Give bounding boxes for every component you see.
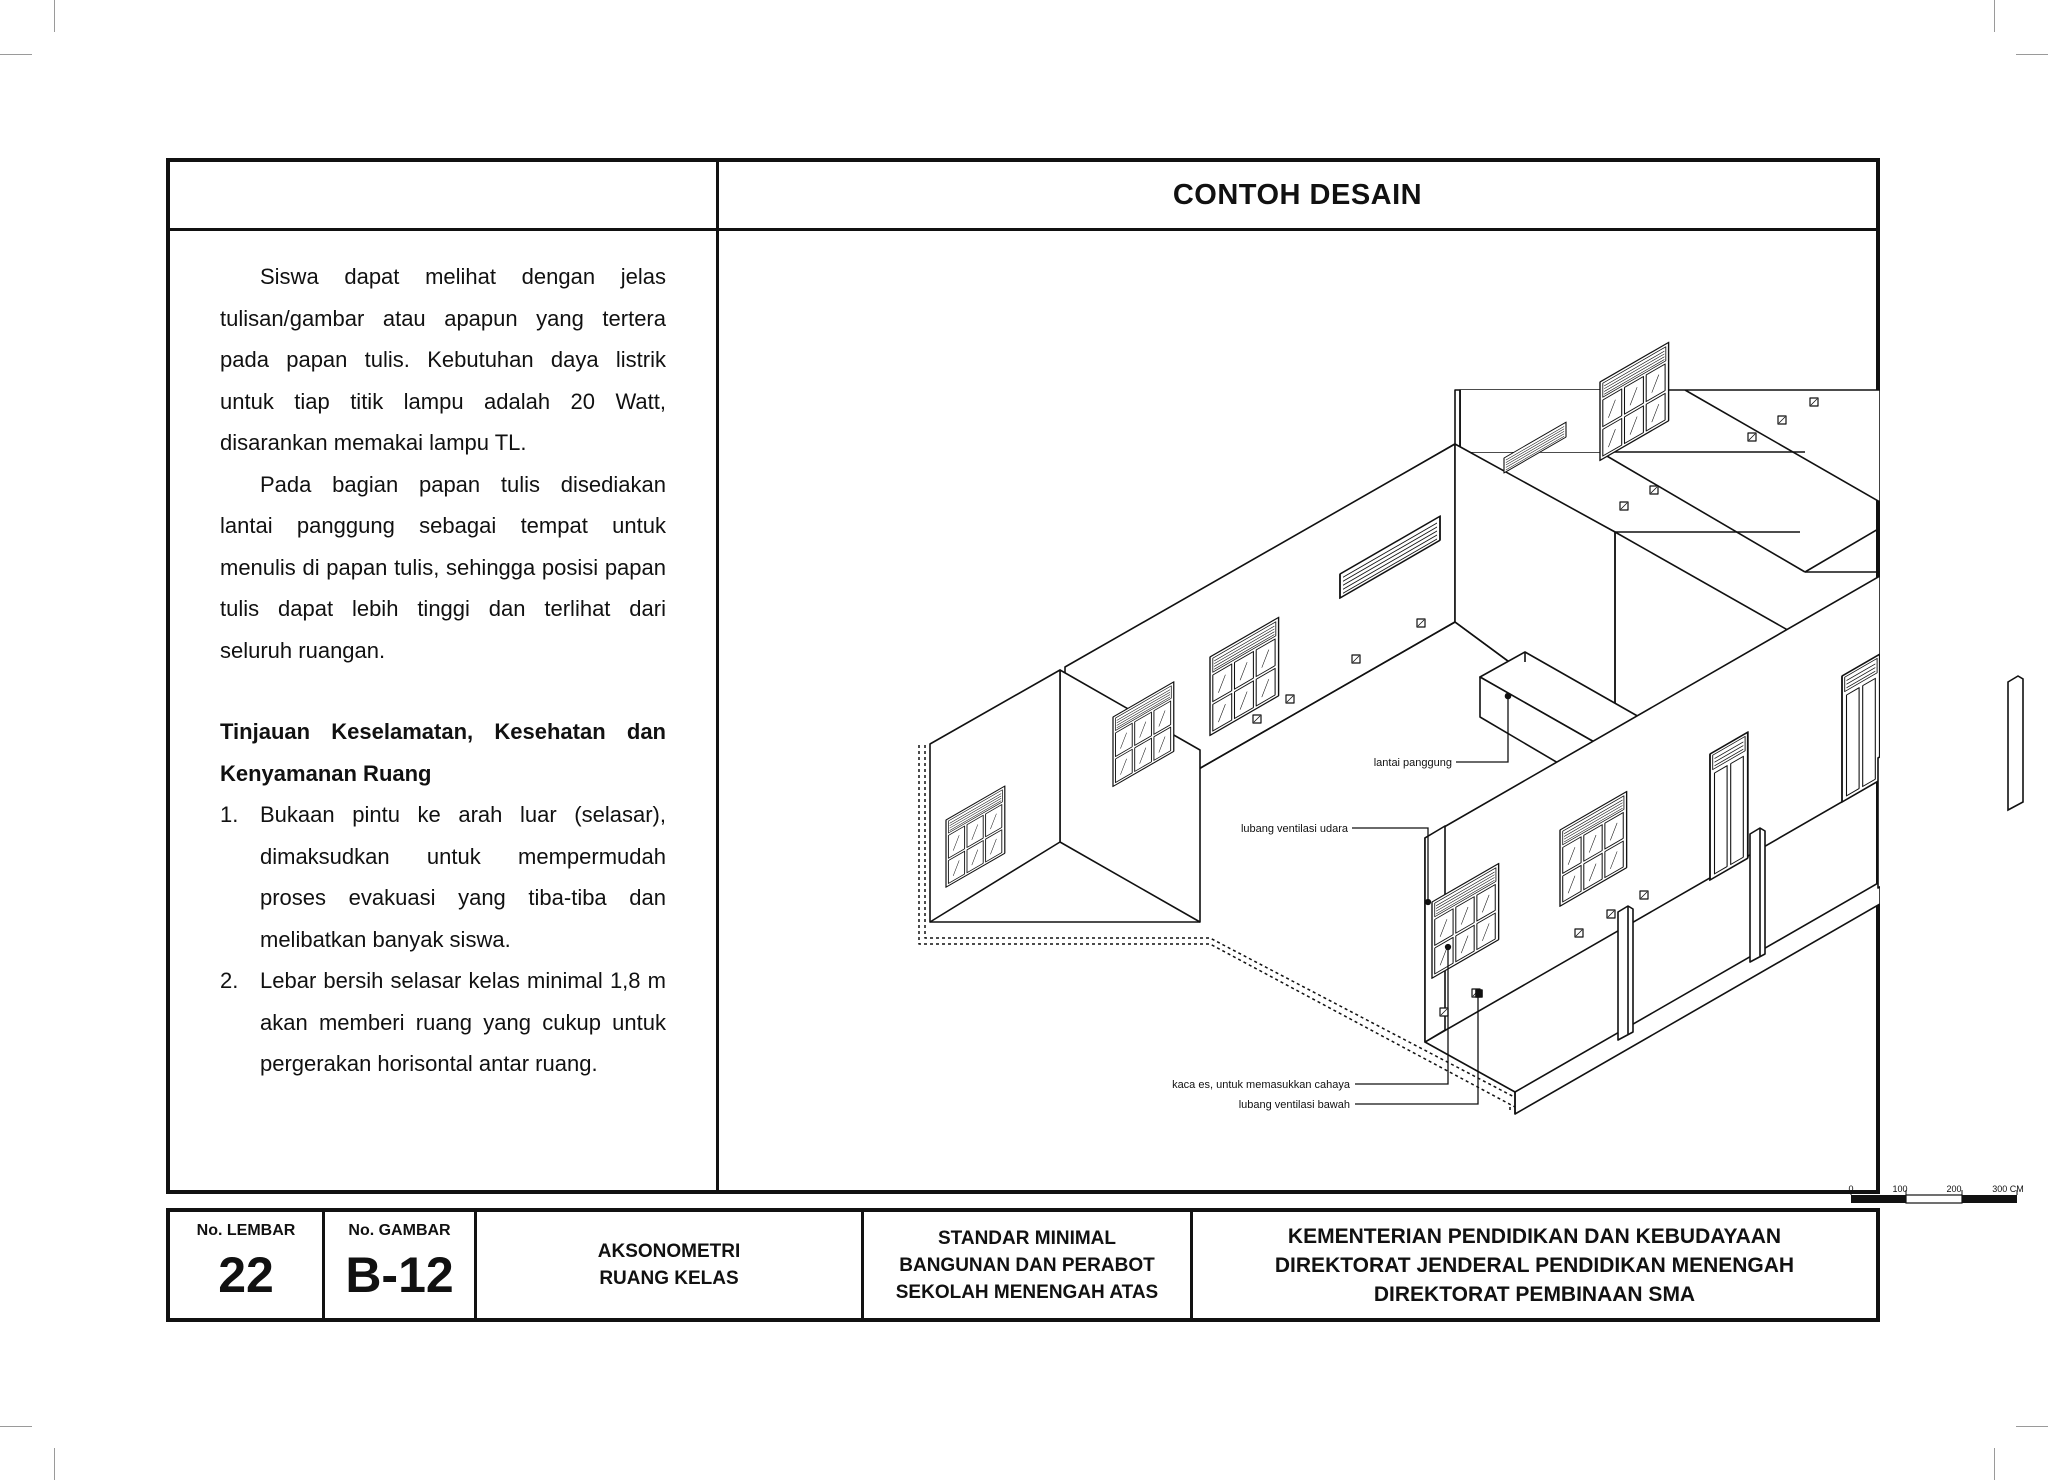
paragraph-1: Siswa dapat melihat dengan jelas tulisan/gambar atau apapun yang tertera pada papan tulis. Kebutuhan daya listrik untuk tiap titik lampu adalah 20 Watt, disarankan memakai lampu TL. (220, 264, 666, 455)
sheet-number: 22 (218, 1247, 274, 1303)
organization-line: DIREKTORAT PEMBINAAN SMA (1373, 1282, 1696, 1306)
drawing-number-cell (325, 1212, 477, 1318)
crop-mark (0, 54, 32, 55)
organization-line: DIREKTORAT JENDERAL PENDIDIKAN MENENGAH (1274, 1253, 1795, 1277)
crop-mark (1994, 0, 1995, 32)
drawing-title-line: RUANG KELAS (599, 1268, 739, 1289)
title-block (166, 1208, 1880, 1322)
label-lantai-panggung: lantai panggung (1373, 757, 1452, 769)
label-kaca-es: kaca es, untuk memasukkan cahaya (1172, 1079, 1350, 1091)
main-sheet (166, 158, 2024, 1194)
axonometric-drawing (719, 231, 2024, 1194)
list-item-number: 1. (220, 802, 239, 827)
scale-bar (1848, 1184, 2023, 1203)
list-item-text: Lebar bersih selasar kelas minimal 1,8 m akan memberi ruang yang cukup untuk pergerakan horisontal antar ruang. (260, 968, 666, 1076)
organization-cell (1193, 1212, 1876, 1318)
list-item (220, 794, 666, 960)
project-title-cell (864, 1212, 1193, 1318)
section-heading: Tinjauan Keselamatan, Kesehatan dan Kenyamanan Ruang (220, 719, 666, 786)
crop-mark (54, 0, 55, 32)
drawing-number-label: No. GAMBAR (348, 1222, 451, 1239)
project-title-line: SEKOLAH MENENGAH ATAS (895, 1281, 1159, 1303)
drawing-number: B-12 (345, 1247, 454, 1303)
safety-list (220, 794, 666, 1085)
organization-line: KEMENTERIAN PENDIDIKAN DAN KEBUDAYAAN (1287, 1224, 1782, 1248)
paragraph-2: Pada bagian papan tulis disediakan lantai panggung sebagai tempat untuk menulis di papan tulis, sehingga posisi papan tulis dapat lebih tinggi dan terlihat dari seluruh ruangan. (220, 471, 666, 663)
crop-mark (54, 1448, 55, 1480)
scale-tick-100: 100 (1892, 1184, 1908, 1194)
project-title-line: STANDAR MINIMAL (937, 1227, 1116, 1249)
project-title-line: BANGUNAN DAN PERABOT (899, 1254, 1155, 1276)
list-item (220, 960, 666, 1085)
crop-mark (0, 1426, 32, 1427)
description-text (220, 256, 666, 1085)
crop-mark (2016, 1426, 2048, 1427)
drawing-title-cell (477, 1212, 864, 1318)
drawing-title-line: AKSONOMETRI (597, 1241, 741, 1262)
sheet-number-cell (170, 1212, 325, 1318)
list-item-text: Bukaan pintu ke arah luar (selasar), dimaksudkan untuk mempermudah proses evakuasi yang tiba-tiba dan melibatkan banyak siswa. (260, 802, 666, 952)
label-lubang-ventilasi-udara: lubang ventilasi udara (1240, 823, 1348, 835)
scale-tick-300: 300 CM (1992, 1184, 2024, 1194)
crop-mark (2016, 54, 2048, 55)
scale-tick-0: 0 (1848, 1184, 1854, 1194)
list-item-number: 2. (220, 968, 239, 993)
sheet-number-label: No. LEMBAR (196, 1222, 296, 1239)
label-lubang-ventilasi-bawah: lubang ventilasi bawah (1238, 1099, 1350, 1111)
page-title: CONTOH DESAIN (1172, 178, 1423, 211)
scale-tick-200: 200 (1946, 1184, 1962, 1194)
crop-mark (1994, 1448, 1995, 1480)
